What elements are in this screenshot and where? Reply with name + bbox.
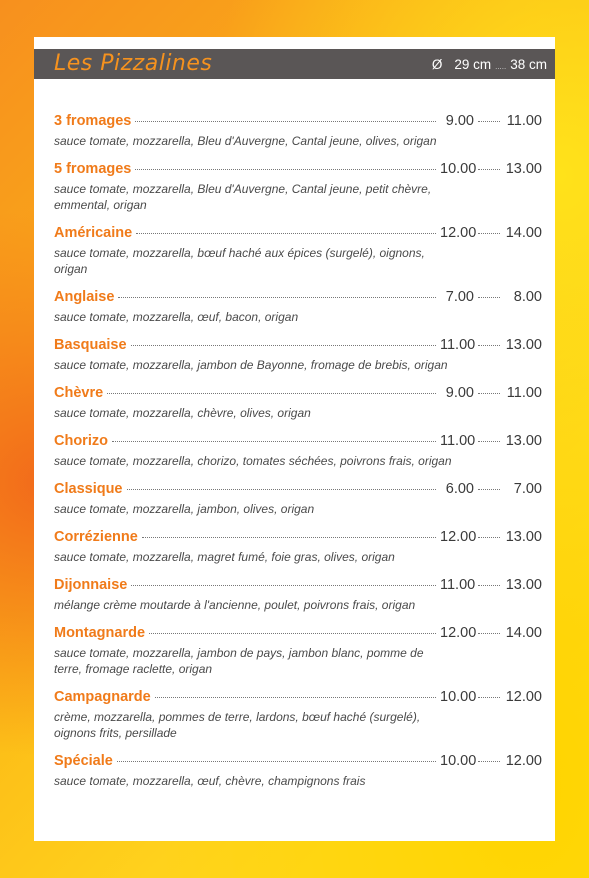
pizza-ingredients: sauce tomate, mozzarella, œuf, bacon, origan (54, 310, 299, 324)
menu-item (54, 689, 542, 741)
price-29cm: 12.00 (440, 625, 477, 641)
pizza-ingredients: sauce tomate, mozzarella, œuf, chèvre, champignons frais (54, 774, 366, 788)
pizza-ingredients: sauce tomate, mozzarella, Bleu d'Auvergne, Cantal jeune, petit chèvre, emmental, origan (54, 182, 432, 212)
price-38cm: 13.00 (505, 337, 542, 353)
menu-item (54, 385, 542, 421)
price-38cm: 11.00 (506, 385, 542, 401)
menu-item-line (54, 577, 542, 596)
pizza-name: Américaine (54, 225, 133, 241)
dot-leader (478, 345, 500, 346)
dot-leader: ..... (495, 62, 507, 71)
menu-item-line (54, 225, 542, 244)
dot-leader (478, 169, 500, 170)
price-29cm: 10.00 (440, 161, 477, 177)
pizza-ingredients: sauce tomate, mozzarella, jambon, olives, origan (54, 502, 315, 516)
dot-leader (118, 297, 436, 298)
dot-leader (478, 489, 500, 490)
size-small-label: 29 cm (454, 57, 492, 72)
menu-item (54, 225, 542, 277)
price-38cm: 12.00 (505, 689, 542, 705)
price-29cm: 12.00 (440, 225, 477, 241)
menu-item (54, 529, 542, 565)
dot-leader (135, 169, 436, 170)
price-29cm: 9.00 (445, 385, 474, 401)
dot-leader (149, 633, 436, 634)
menu-item (54, 113, 542, 149)
pizza-ingredients: sauce tomate, mozzarella, jambon de Bayonne, fromage de brebis, origan (54, 358, 448, 372)
size-large-label: 38 cm (510, 57, 547, 72)
dot-leader (478, 121, 500, 122)
price-29cm: 10.00 (440, 753, 477, 769)
price-29cm: 6.00 (445, 481, 474, 497)
menu-item-line (54, 625, 542, 644)
price-38cm: 7.00 (513, 481, 542, 497)
pizza-name: 3 fromages (54, 113, 132, 129)
menu-item-line (54, 289, 542, 308)
price-29cm: 12.00 (440, 529, 477, 545)
menu-item-line (54, 753, 542, 772)
dot-leader (131, 585, 436, 586)
pizza-name: Classique (54, 481, 123, 497)
dot-leader (478, 585, 500, 586)
price-29cm: 10.00 (440, 689, 477, 705)
dot-leader (135, 121, 436, 122)
menu-item-line (54, 113, 542, 132)
pizza-ingredients: crème, mozzarella, pommes de terre, lardons, bœuf haché (surgelé), oignons frits, persillade (54, 710, 421, 740)
dot-leader (478, 393, 500, 394)
pizza-name: Chèvre (54, 385, 104, 401)
dot-leader (478, 697, 500, 698)
pizza-ingredients: mélange crème moutarde à l'ancienne, poulet, poivrons frais, origan (54, 598, 416, 612)
price-38cm: 11.00 (506, 113, 542, 129)
dot-leader (478, 297, 500, 298)
price-38cm: 13.00 (505, 433, 542, 449)
dot-leader (478, 761, 500, 762)
dot-leader (117, 761, 436, 762)
dot-leader (131, 345, 436, 346)
dot-leader (127, 489, 437, 490)
dot-leader (107, 393, 436, 394)
dot-leader (142, 537, 436, 538)
pizza-name: Campagnarde (54, 689, 151, 705)
menu-header-banner (34, 49, 555, 79)
dot-leader (155, 697, 436, 698)
pizza-ingredients: sauce tomate, mozzarella, chèvre, olives, origan (54, 406, 311, 420)
menu-item-line (54, 481, 542, 500)
menu-item (54, 433, 542, 469)
menu-card (34, 37, 555, 841)
pizza-ingredients: sauce tomate, mozzarella, bœuf haché aux épices (surgelé), oignons, origan (54, 246, 425, 276)
dot-leader (478, 633, 500, 634)
pizza-name: Dijonnaise (54, 577, 128, 593)
price-38cm: 8.00 (513, 289, 542, 305)
dot-leader (136, 233, 436, 234)
price-38cm: 14.00 (505, 225, 542, 241)
pizza-ingredients: sauce tomate, mozzarella, jambon de pays, jambon blanc, pomme de terre, fromage raclette, origan (54, 646, 424, 676)
price-29cm: 11.00 (440, 433, 476, 449)
pizza-name: Spéciale (54, 753, 113, 769)
pizza-list (54, 113, 542, 801)
menu-item (54, 753, 542, 789)
pizza-name: Corrézienne (54, 529, 138, 545)
menu-item (54, 577, 542, 613)
menu-item-line (54, 433, 542, 452)
pizza-ingredients: sauce tomate, mozzarella, Bleu d'Auvergne, Cantal jeune, olives, origan (54, 134, 437, 148)
menu-item-line (54, 161, 542, 180)
price-29cm: 7.00 (445, 289, 474, 305)
dot-leader (478, 537, 500, 538)
menu-item (54, 481, 542, 517)
price-29cm: 9.00 (445, 113, 474, 129)
pizza-name: Basquaise (54, 337, 127, 353)
dot-leader (478, 233, 500, 234)
price-38cm: 12.00 (505, 753, 542, 769)
price-29cm: 11.00 (440, 337, 476, 353)
menu-item (54, 161, 542, 213)
menu-item-line (54, 529, 542, 548)
section-title: Les Pizzalines (54, 51, 213, 76)
size-header (432, 49, 547, 79)
pizza-name: Anglaise (54, 289, 115, 305)
diameter-icon: Ø (431, 57, 443, 72)
pizza-ingredients: sauce tomate, mozzarella, magret fumé, foie gras, olives, origan (54, 550, 395, 564)
price-29cm: 11.00 (440, 577, 476, 593)
pizza-name: Montagnarde (54, 625, 146, 641)
pizza-name: 5 fromages (54, 161, 132, 177)
pizza-ingredients: sauce tomate, mozzarella, chorizo, tomates séchées, poivrons frais, origan (54, 454, 452, 468)
dot-leader (112, 441, 436, 442)
menu-item (54, 625, 542, 677)
price-38cm: 13.00 (505, 577, 542, 593)
price-38cm: 14.00 (505, 625, 542, 641)
menu-item (54, 337, 542, 373)
price-38cm: 13.00 (505, 161, 542, 177)
dot-leader (478, 441, 500, 442)
menu-item-line (54, 689, 542, 708)
menu-item-line (54, 337, 542, 356)
menu-item-line (54, 385, 542, 404)
pizza-name: Chorizo (54, 433, 108, 449)
menu-item (54, 289, 542, 325)
price-38cm: 13.00 (505, 529, 542, 545)
